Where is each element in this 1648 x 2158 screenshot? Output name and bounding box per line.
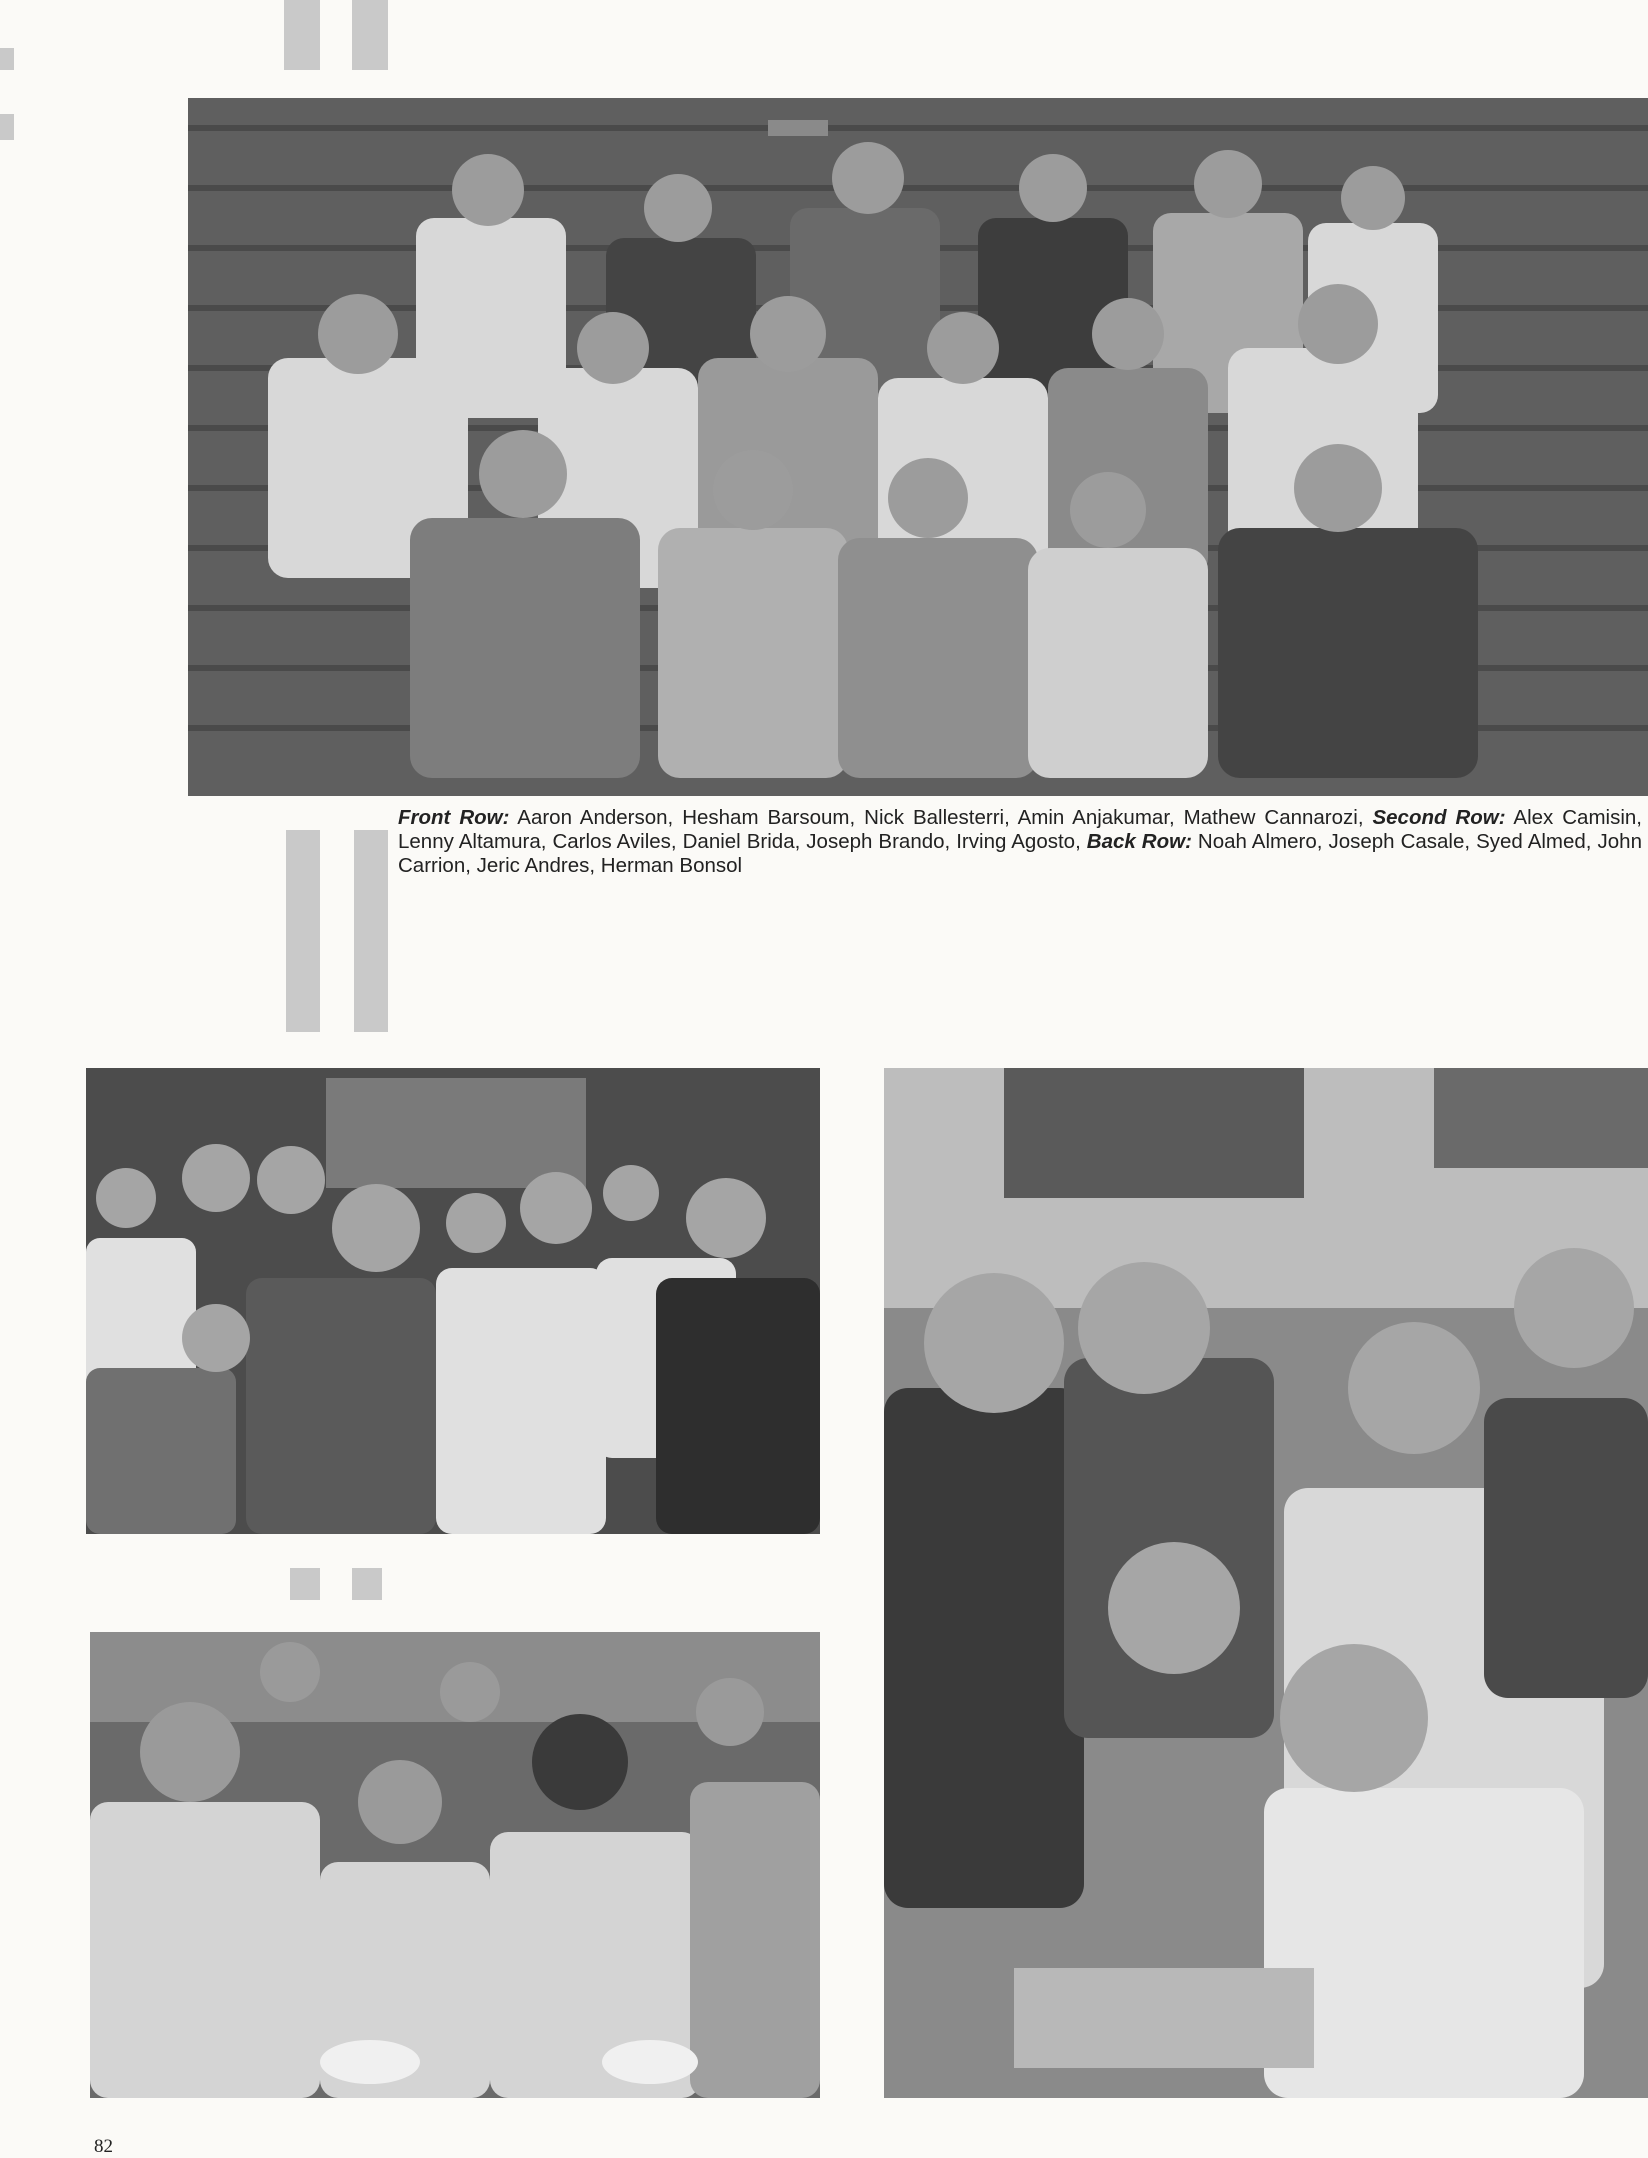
science-lab-image [884, 1068, 1648, 2098]
lunch-line-image [90, 1632, 820, 2098]
students-standing-image [86, 1068, 820, 1534]
decorative-bar [352, 1568, 382, 1600]
front-row-names: Aaron Anderson, Hesham Barsoum, Nick Ballesterri, Amin Anjakumar, Mathew Cannarozi, [517, 806, 1364, 829]
decorative-bar [286, 830, 320, 1032]
decorative-bar [290, 1568, 320, 1600]
back-row-label: Back Row: [1086, 830, 1192, 853]
back-row-names: Noah Almero, Joseph Casale, Syed Almed, John Carrion, Jeric Andres, Herman Bonsol [398, 830, 1642, 877]
decorative-bar [352, 0, 388, 70]
science-lab-photo [884, 1068, 1648, 2098]
students-standing-photo [86, 1068, 820, 1534]
group-class-photo [188, 98, 1648, 796]
group-photo-caption [398, 806, 1642, 878]
decorative-bar [354, 830, 388, 1032]
decorative-bar [0, 114, 14, 140]
decorative-bar [0, 48, 14, 70]
lunch-line-photo [90, 1632, 820, 2098]
group-photo-image [188, 98, 1648, 796]
second-row-names: Alex Camisin, Lenny Altamura, Carlos Aviles, Daniel Brida, Joseph Brando, Irving Agosto, [398, 806, 1642, 853]
page-number: 82 [94, 2136, 113, 2157]
second-row-label: Second Row: [1372, 806, 1506, 829]
front-row-label: Front Row: [398, 806, 510, 829]
decorative-bar [284, 0, 320, 70]
